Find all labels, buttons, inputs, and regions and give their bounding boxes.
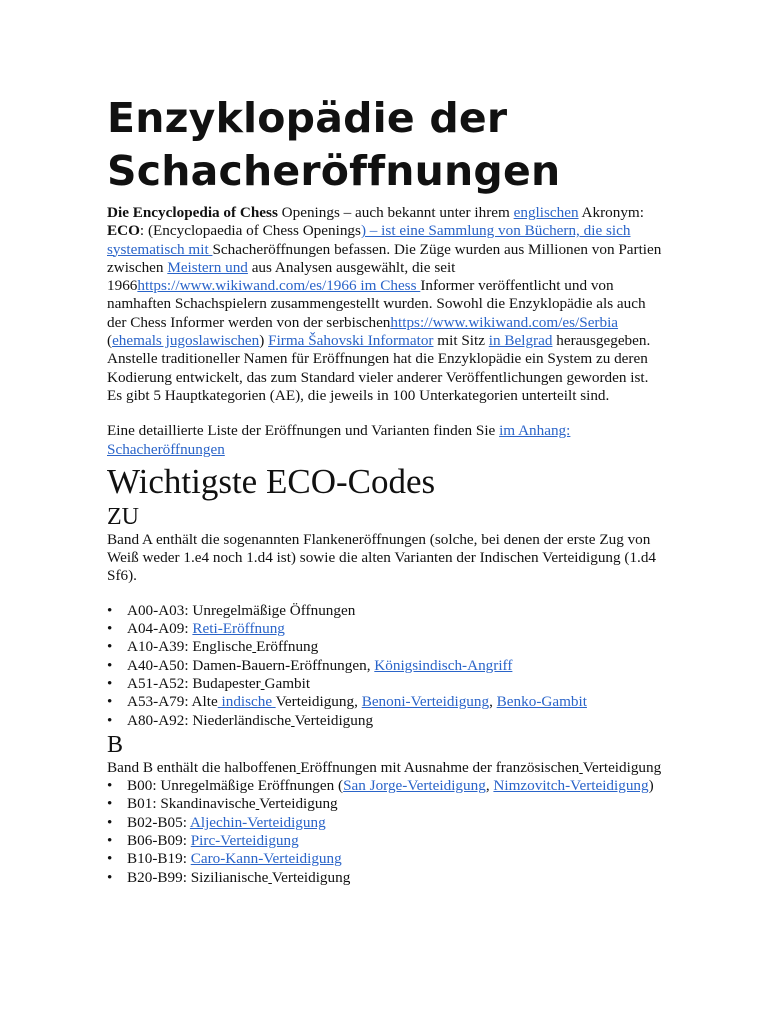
link-indische[interactable]: indische xyxy=(217,693,276,711)
link-jugoslawischen[interactable]: ehemals jugoslawischen xyxy=(112,332,260,350)
link-benoni[interactable]: Benoni-Verteidigung xyxy=(361,693,490,711)
page-title xyxy=(107,92,667,198)
link-meistern[interactable]: Meistern und xyxy=(167,258,248,276)
intro-text: Informer veröffentlicht und von namhaften Schachspielern zusammengestellt wurden. Sowohl die Enzyklopädie als auch der Chess Informer werden von der serbischen xyxy=(107,277,646,331)
list-item-text: A80-A92: Niederländische xyxy=(127,711,292,729)
intro-text: Akronym: xyxy=(578,204,644,221)
list-item xyxy=(127,638,667,656)
intro-paragraph xyxy=(107,204,667,350)
list-item xyxy=(127,675,667,693)
band-b-list xyxy=(107,777,667,887)
intro-text: aus Analysen ausgewählt, die seit 1966 xyxy=(107,258,456,295)
page-title-line1: Enzyklopädie der xyxy=(107,94,508,142)
link-serbia[interactable]: https://www.wikiwand.com/es/Serbia xyxy=(390,313,619,331)
intro-bold-name: Die Encyclopedia of Chess xyxy=(107,204,278,221)
eco-acronym: ECO xyxy=(107,222,140,240)
list-item xyxy=(127,693,667,711)
link-caro-kann[interactable]: Caro-Kann-Verteidigung xyxy=(190,850,342,868)
list-item-text: Verteidigung, xyxy=(275,693,362,711)
link-appendix[interactable]: im Anhang: Schacheröffnungen xyxy=(107,422,571,458)
link-san-jorge[interactable]: San Jorge-Verteidigung xyxy=(343,777,486,795)
list-item-text: Verteidigung xyxy=(294,711,374,729)
list-item-text: A00-A03: Unregelmäßige Öffnungen xyxy=(127,601,356,619)
list-item-text: Gambit xyxy=(264,674,311,692)
link-firma[interactable]: Firma Šahovski Informator xyxy=(268,332,434,350)
list-item-text: B06-B09: xyxy=(127,832,191,850)
intro-text: ) xyxy=(259,332,269,350)
band-b-description xyxy=(107,759,667,777)
band-b-text: Eröffnungen mit Ausnahme der französischen xyxy=(300,758,580,776)
link-englischen[interactable]: englischen xyxy=(513,204,579,221)
list-item-text: A51-A52: Budapester xyxy=(127,674,261,692)
list-item-text: A40-A50: Damen-Bauern-Eröffnungen, xyxy=(127,656,375,674)
document-content xyxy=(107,92,667,887)
list-item-text: B01: Skandinavische xyxy=(127,795,256,813)
link-benko[interactable]: Benko-Gambit xyxy=(496,693,587,711)
section-heading-eco-codes: Wichtigste ECO-Codes xyxy=(107,461,436,501)
band-a-list xyxy=(107,602,667,730)
link-nimzovitch[interactable]: Nimzovitch-Verteidigung xyxy=(493,777,649,795)
intro-text: mit Sitz xyxy=(433,332,489,350)
list-item xyxy=(127,869,667,887)
appendix-paragraph xyxy=(107,422,667,459)
list-item xyxy=(127,620,667,638)
list-item-text: ) xyxy=(648,777,654,795)
intro-text: ( xyxy=(107,332,113,350)
link-aljechin[interactable]: Aljechin-Verteidigung xyxy=(189,813,326,831)
list-item xyxy=(127,712,667,730)
list-item-text: Verteidigung xyxy=(259,795,338,813)
list-item-text: A04-A09: xyxy=(127,620,193,638)
link-sammlung[interactable]: ) – ist eine Sammlung von Büchern, die sich systematisch mit xyxy=(107,222,631,258)
coding-paragraph: Anstelle traditioneller Namen für Eröffnungen hat die Enzyklopädie ein System zu deren Kodierung entwickelt, das zum Standard vieler anderer Veröffentlichungen geworden ist. Es gibt 5 Hauptkategorien (AE), die jeweils in 100 Unterkategorien unterteilt sind. xyxy=(107,350,649,404)
band-b-text: Band B enthält die halboffenen xyxy=(107,758,297,776)
band-b-text: Verteidigung xyxy=(582,758,662,776)
list-item xyxy=(127,795,667,813)
list-item-text: B10-B19: xyxy=(127,850,191,868)
list-item-text: B00: Unregelmäßige Eröffnungen ( xyxy=(127,777,344,795)
list-item-text: Verteidigung xyxy=(271,868,351,886)
list-item-text: B02-B05: xyxy=(127,813,190,831)
list-item xyxy=(127,602,667,620)
link-koenigsindisch[interactable]: Königsindisch-Angriff xyxy=(374,656,513,674)
list-item xyxy=(127,850,667,868)
list-item xyxy=(127,777,667,795)
intro-text: : (Encyclopaedia of Chess Openings xyxy=(139,222,361,240)
list-item xyxy=(127,657,667,675)
intro-text: herausgegeben. xyxy=(552,332,651,350)
link-reti[interactable]: Reti-Eröffnung xyxy=(192,620,285,638)
band-b-heading: B xyxy=(107,731,124,758)
link-belgrad[interactable]: in Belgrad xyxy=(488,332,553,350)
list-item-text: A53-A79: Alte xyxy=(127,693,218,711)
list-item-text: A10-A39: Englische xyxy=(127,638,253,656)
link-pirc[interactable]: Pirc-Verteidigung xyxy=(190,832,299,850)
link-1966[interactable]: https://www.wikiwand.com/es/1966 im Chess xyxy=(137,277,421,295)
list-item-text: , xyxy=(489,693,497,711)
intro-text: Schacheröffnungen befassen. Die Züge wurden aus Millionen von Partien zwischen xyxy=(107,240,662,276)
list-item-text: B20-B99: Sizilianische xyxy=(127,868,269,886)
appendix-text: Eine detaillierte Liste der Eröffnungen und Varianten finden Sie xyxy=(107,422,500,440)
list-item xyxy=(127,814,667,832)
list-item xyxy=(127,832,667,850)
list-item-text: Eröffnung xyxy=(256,638,319,656)
page-title-line2: Schacheröffnungen xyxy=(107,147,561,195)
band-a-description: Band A enthält die sogenannten Flankeneröffnungen (solche, bei denen der erste Zug von Weiß weder 1.e4 noch 1.d4 ist) sowie die alten Varianten der Indischen Verteidigung (1.d4 Sf6). xyxy=(107,530,657,585)
list-item-text: , xyxy=(485,777,494,795)
intro-text: Openings – auch bekannt unter ihrem xyxy=(277,204,514,221)
band-a-heading: ZU xyxy=(107,503,139,530)
